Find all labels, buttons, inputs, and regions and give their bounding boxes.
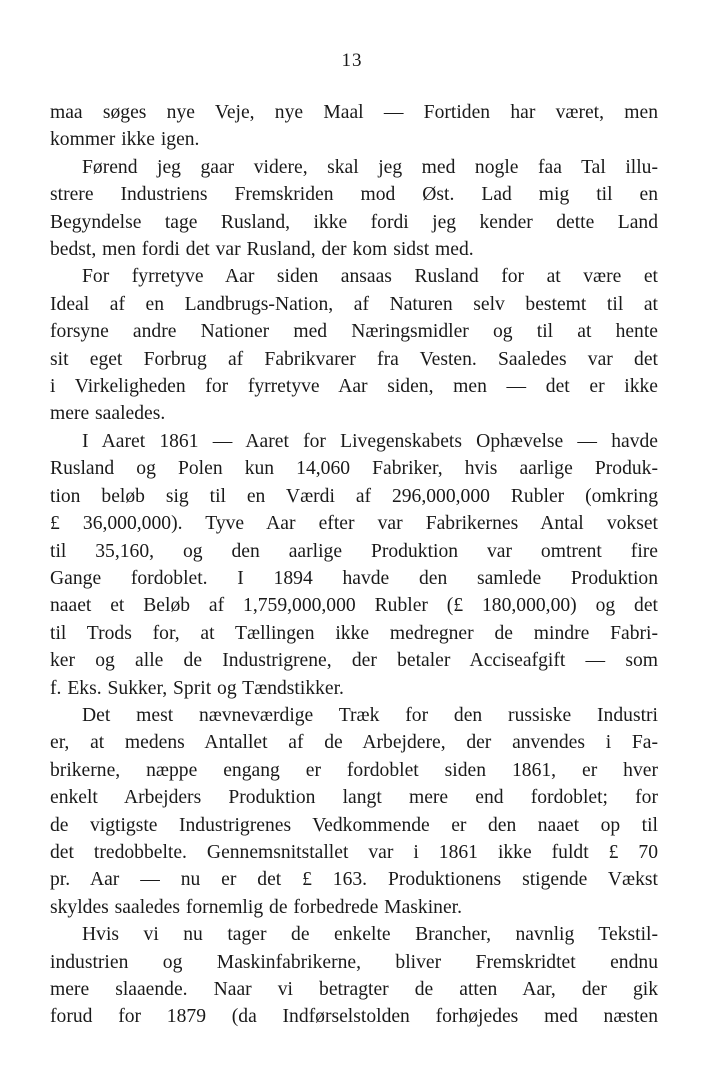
page-number: 13 xyxy=(341,50,363,71)
text-line: brikerne, næppe engang er fordoblet siden 1861, er hver xyxy=(50,759,658,781)
text-line: forsyne andre Nationer med Næringsmidler og til at hente xyxy=(50,321,658,343)
text-line: industrien og Maskinfabrikerne, bliver Fremskridtet endnu xyxy=(50,951,658,973)
paragraph xyxy=(50,702,658,921)
text-line: For fyrretyve Aar siden ansaas Rusland for at være et xyxy=(82,266,658,288)
text-line: skyldes saaledes fornemlig de forbedrede Maskiner. xyxy=(50,896,462,918)
paragraph xyxy=(50,99,658,154)
text-line: Hvis vi nu tager de enkelte Brancher, navnlig Tekstil- xyxy=(82,924,658,946)
text-line: bedst, men fordi det var Rusland, der kom sidst med. xyxy=(50,239,474,261)
text-line: i Virkeligheden for fyrretyve Aar siden, men — det er ikke xyxy=(50,376,658,398)
text-line: tion beløb sig til en Værdi af 296,000,000 Rubler (omkring xyxy=(50,485,658,507)
body-text xyxy=(50,99,658,1031)
text-line: kommer ikke igen. xyxy=(50,129,200,151)
text-line: I Aaret 1861 — Aaret for Livegenskabets Ophævelse — havde xyxy=(82,430,658,452)
text-line: naaet et Beløb af 1,759,000,000 Rubler (£ 180,000,00) og det xyxy=(50,595,658,617)
text-line: £ 36,000,000). Tyve Aar efter var Fabrikernes Antal vokset xyxy=(50,513,658,535)
paragraph xyxy=(50,428,658,702)
text-line: Begyndelse tage Rusland, ikke fordi jeg kender dette Land xyxy=(50,211,658,233)
text-line: Rusland og Polen kun 14,060 Fabriker, hvis aarlige Produk- xyxy=(50,458,658,480)
text-line: det tredobbelte. Gennemsnitstallet var i 1861 ikke fuldt £ 70 xyxy=(50,841,658,863)
text-line: de vigtigste Industrigrenes Vedkommende er den naaet op til xyxy=(50,814,658,836)
paragraph xyxy=(50,921,658,1031)
text-line: er, at medens Antallet af de Arbejdere, der anvendes i Fa- xyxy=(50,732,658,754)
text-line: enkelt Arbejders Produktion langt mere end fordoblet; for xyxy=(50,787,658,809)
paragraph xyxy=(50,263,658,427)
text-line: forud for 1879 (da Indførselstolden forhøjedes med næsten xyxy=(50,1006,658,1028)
text-line: Det mest nævneværdige Træk for den russiske Industri xyxy=(82,704,658,726)
text-line: maa søges nye Veje, nye Maal — Fortiden har været, men xyxy=(50,102,658,123)
text-line: mere slaaende. Naar vi betragter de atten Aar, der gik xyxy=(50,979,658,1000)
text-line: Førend jeg gaar videre, skal jeg med nogle faa Tal illu- xyxy=(82,156,658,178)
text-line: Gange fordoblet. I 1894 havde den samlede Produktion xyxy=(50,567,658,589)
text-line: f. Eks. Sukker, Sprit og Tændstikker. xyxy=(50,677,344,699)
paragraph xyxy=(50,154,658,264)
text-line: mere saaledes. xyxy=(50,403,166,425)
text-line: til Trods for, at Tællingen ikke medregner de mindre Fabri- xyxy=(50,622,658,644)
text-line: Ideal af en Landbrugs-Nation, af Naturen selv bestemt til at xyxy=(50,293,658,315)
text-line: ker og alle de Industrigrene, der betaler Acciseafgift — som xyxy=(50,650,658,672)
text-line: sit eget Forbrug af Fabrikvarer fra Vesten. Saaledes var det xyxy=(50,348,658,370)
text-line: strere Industriens Fremskriden mod Øst. Lad mig til en xyxy=(50,184,658,206)
text-line: til 35,160, og den aarlige Produktion var omtrent fire xyxy=(50,540,658,562)
text-line: pr. Aar — nu er det £ 163. Produktionens stigende Vækst xyxy=(50,869,658,891)
